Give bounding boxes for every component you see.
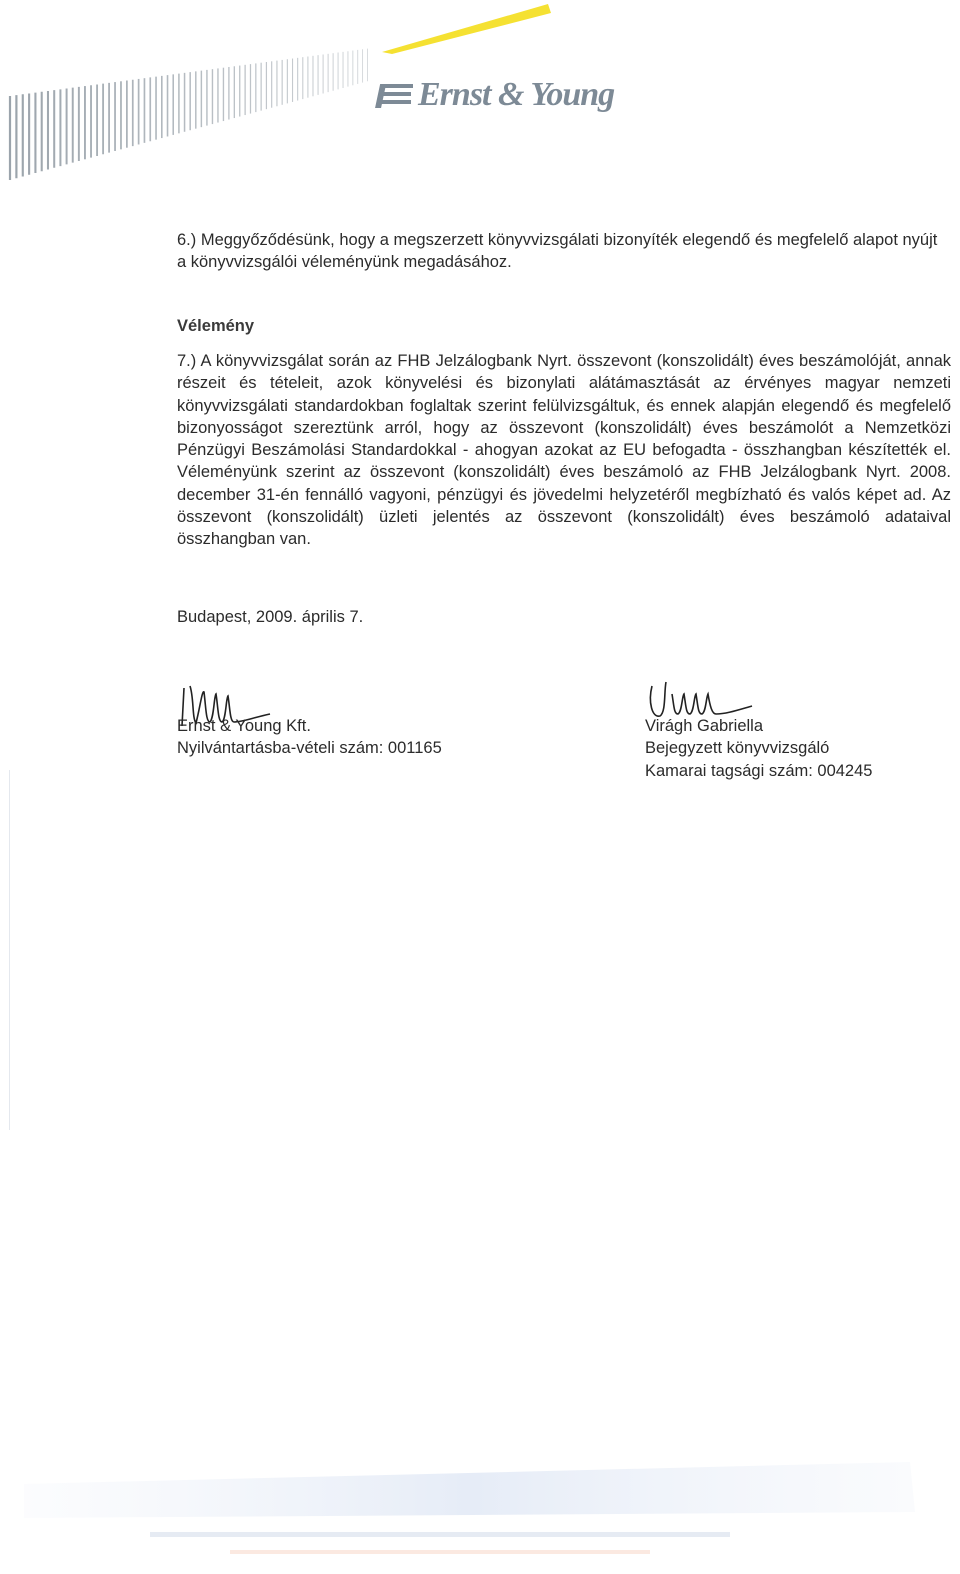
paragraph-7: 7.) A könyvvizsgálat során az FHB Jelzálogbank Nyrt. összevont (konszolidált) éves beszámolóját, annak részeit és tételeit, azok könyvelési és bizonylati alátámasztását az érvényes magyar nemzeti könyvvizsgálati standardokban foglaltak szerint felülvizsgáltuk, és ennek alapján elegendő és megfelelő bizonyosságot szereztünk arról, hogy az összevont (konszolidált) éves beszámolót a Nemzetközi Pénzügyi Beszámolási Standardokkal - ahogyan azokat az EU befogadta - összhangban készítették el. Véleményünk szerint az összevont (konszolidált) éves beszámoló az FHB Jelzálogbank Nyrt. 2008. december 31-én fennálló vagyoni, pénzügyi és jövedelmi helyzetéről megbízható és valós képet ad. Az összevont (konszolidált) üzleti jelentés az összevont (konszolidált) éves beszámoló adataival összhangban van. [177,352,951,549]
auditor-name: Virágh Gabriella [645,717,764,735]
brand-name: Ernst & Young [418,76,615,113]
place-date: Budapest, 2009. április 7. [177,608,364,626]
left-margin-line [9,770,10,1130]
left-signature-block [177,715,442,760]
gray-bars [10,49,367,180]
company-name: Ernst & Young Kft. [177,717,311,735]
paragraph-6: 6.) Meggyőződésünk, hogy a megszerzett könyvvizsgálati bizonyíték elegendő és megfelelő alapot nyújt a könyvvizsgálói véleményünk megadásához. [177,231,938,272]
letterhead [0,0,960,220]
company-registration: Nyilvántartásba-vételi szám: 001165 [177,739,442,758]
auditor-membership: Kamarai tagsági szám: 004245 [645,761,873,780]
footer-band [0,1440,960,1574]
opinion-heading: Vélemény [177,317,255,335]
ernst-young-logo-mark [375,84,413,108]
auditor-title: Bejegyzett könyvvizsgáló [645,739,830,758]
yellow-swoosh [382,4,551,54]
right-signature-block [645,715,872,782]
